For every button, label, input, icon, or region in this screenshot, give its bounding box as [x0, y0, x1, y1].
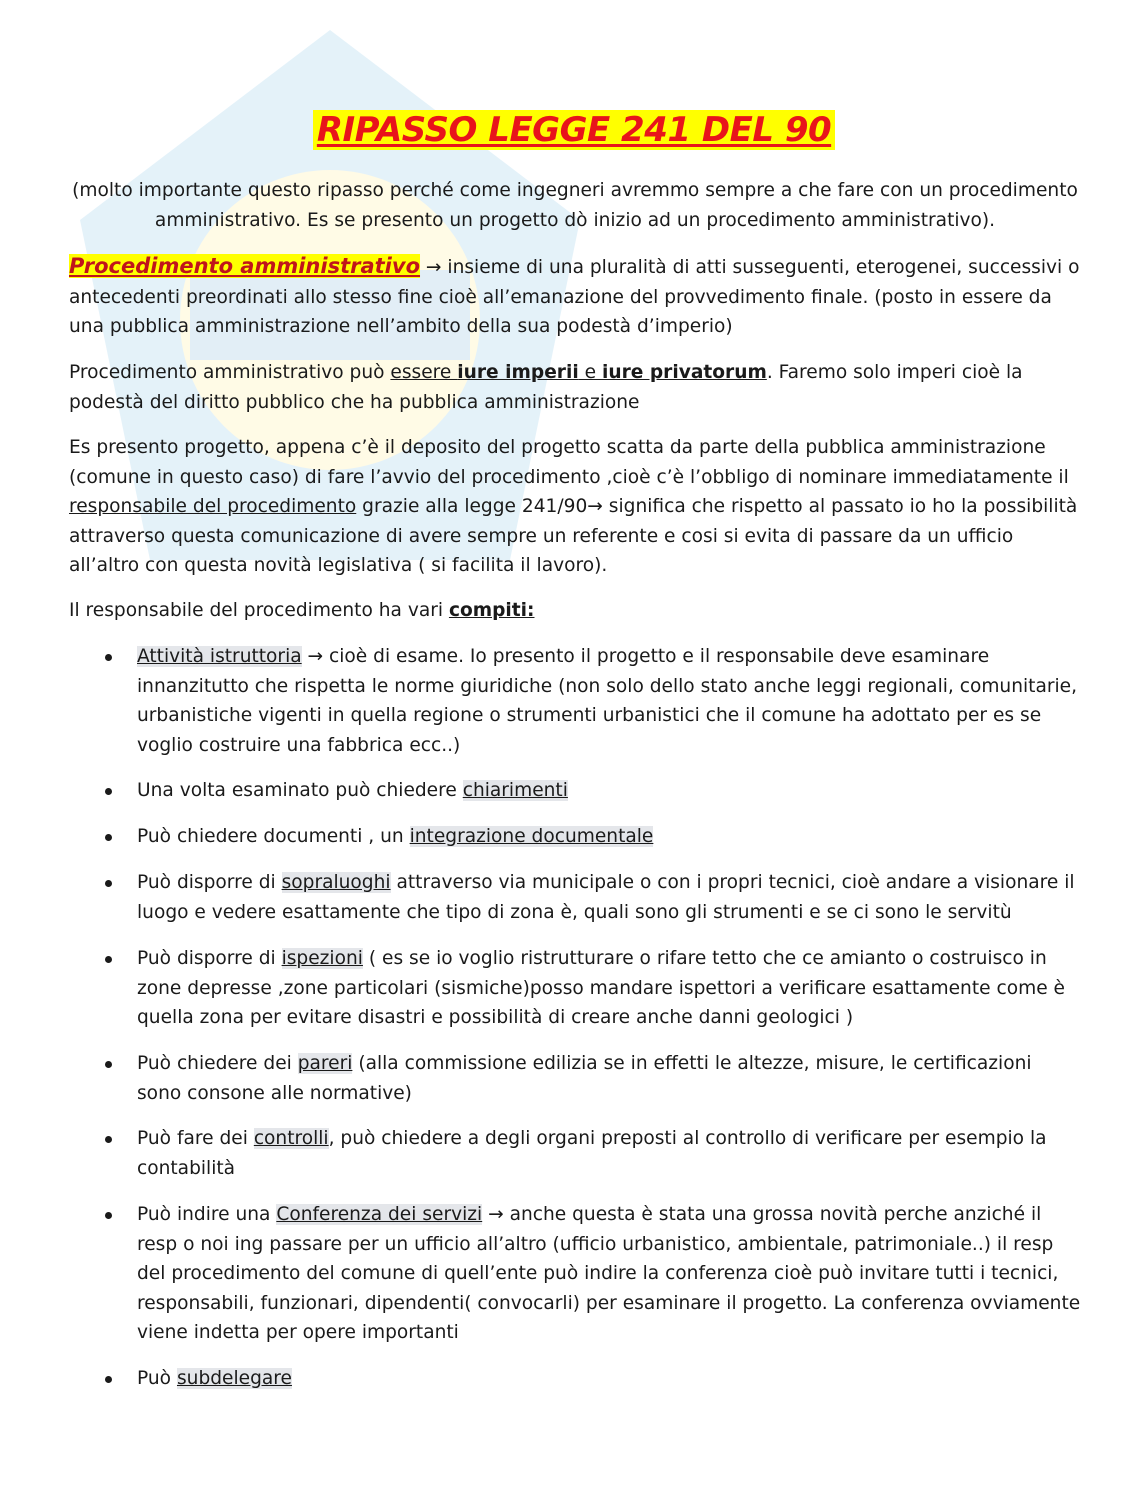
intro-paragraph: (molto importante questo ripasso perché come ingegneri avremmo sempre a che fare con un procedimento amministrativo. Es se presento un progetto dò inizio ad un procedimento amministrativo).	[72, 180, 1078, 231]
list-item: Può fare dei controlli, può chiedere a degli organi preposti al controllo di verificare per esempio la contabilità	[69, 1124, 1081, 1183]
bullet-icon	[105, 1136, 112, 1143]
paragraph-compiti: Il responsabile del procedimento ha vari compiti:	[69, 600, 535, 621]
list-item: Può chiedere documenti , un integrazione documentale	[69, 822, 1081, 852]
bullet-icon	[105, 834, 112, 841]
bullet-icon	[105, 1376, 112, 1383]
highlighted-term: chiarimenti	[462, 780, 568, 801]
term-responsabile: responsabile del procedimento	[69, 496, 357, 517]
bullet-icon	[105, 788, 112, 795]
list-item: Può disporre di sopraluoghi attraverso via municipale o con i propri tecnici, cioè andare a visionare il luogo e vedere esattamente che tipo di zona è, quali sono gli strumenti e se ci sono le servitù	[69, 868, 1081, 927]
highlighted-term: controlli	[253, 1128, 329, 1149]
highlighted-term: integrazione documentale	[409, 826, 654, 847]
bullet-icon	[105, 654, 112, 661]
highlighted-term: pareri	[297, 1053, 353, 1074]
list-item: Può subdelegare	[69, 1364, 1081, 1394]
list-item: Può chiedere dei pareri (alla commissione edilizia se in effetti le altezze, misure, le certificazioni sono consone alle normative)	[69, 1049, 1081, 1108]
bullet-icon	[105, 956, 112, 963]
paragraph-esempio: Es presento progetto, appena c’è il deposito del progetto scatta da parte della pubblica amministrazione (comune in questo caso) di fare l’avvio del procedimento ,cioè c’è l’obbligo di nominare immediatamente il responsabile del procedimento grazie alla legge 241/90→ significa che rispetto al passato io ho la possibilità attraverso questa comunicazione di avere sempre un referente e cosi si evita di passare da un ufficio all’altro con questa novità legislativa ( si facilita il lavoro).	[69, 437, 1078, 576]
highlighted-term: Attività istruttoria	[137, 646, 302, 667]
list-item: Attività istruttoria → cioè di esame. Io presento il progetto e il responsabile deve esaminare innanzitutto che rispetta le norme giuridiche (non solo dello stato anche leggi regionali, comunitarie, urbanistiche vigenti in quella regione o strumenti urbanistici che il comune ha adottato per es se voglio costruire una fabbrica ecc..)	[69, 642, 1081, 760]
highlighted-term: ispezioni	[281, 948, 363, 969]
bullet-icon	[105, 1212, 112, 1219]
bullet-icon	[105, 880, 112, 887]
list-item: Una volta esaminato può chiedere chiarimenti	[69, 776, 1081, 806]
paragraph-procedimento: Procedimento amministrativo → insieme di una pluralità di atti susseguenti, eterogenei, successivi o antecedenti preordinati allo stesso fine cioè all’emanazione del provvedimento finale. (posto in essere da una pubblica amministrazione nell’ambito della sua podestà d’imperio)	[69, 254, 1080, 337]
highlighted-term: Conferenza dei servizi	[276, 1204, 483, 1225]
list-item: Può indire una Conferenza dei servizi → anche questa è stata una grossa novità perche anziché il resp o noi ing passare per un ufficio all’altro (ufficio urbanistico, ambientale, patrimoniale..) il resp del procedimento del comune di quell’ente può indire la conferenza cioè può invitare tutti i tecnici, responsabili, funzionari, dipendenti( convocarli) per esaminare il progetto. La conferenza ovviamente viene indetta per opere importanti	[69, 1200, 1081, 1348]
highlighted-term: subdelegare	[176, 1368, 292, 1389]
bullet-icon	[105, 1061, 112, 1068]
highlighted-term: sopraluoghi	[281, 872, 391, 893]
term-procedimento-amministrativo: Procedimento amministrativo	[69, 254, 421, 278]
document-title: RIPASSO LEGGE 241 DEL 90	[69, 110, 1079, 150]
paragraph-iure: Procedimento amministrativo può essere iure imperii e iure privatorum. Faremo solo imperi cioè la podestà del diritto pubblico che ha pubblica amministrazione	[69, 362, 1023, 413]
list-item: Può disporre di ispezioni ( es se io voglio ristrutturare o rifare tetto che ce amianto o costruisco in zone depresse ,zone particolari (sismiche)posso mandare ispettori a verificare esattamente come è quella zona per evitare disastri e possibilità di creare anche danni geologici )	[69, 944, 1081, 1033]
